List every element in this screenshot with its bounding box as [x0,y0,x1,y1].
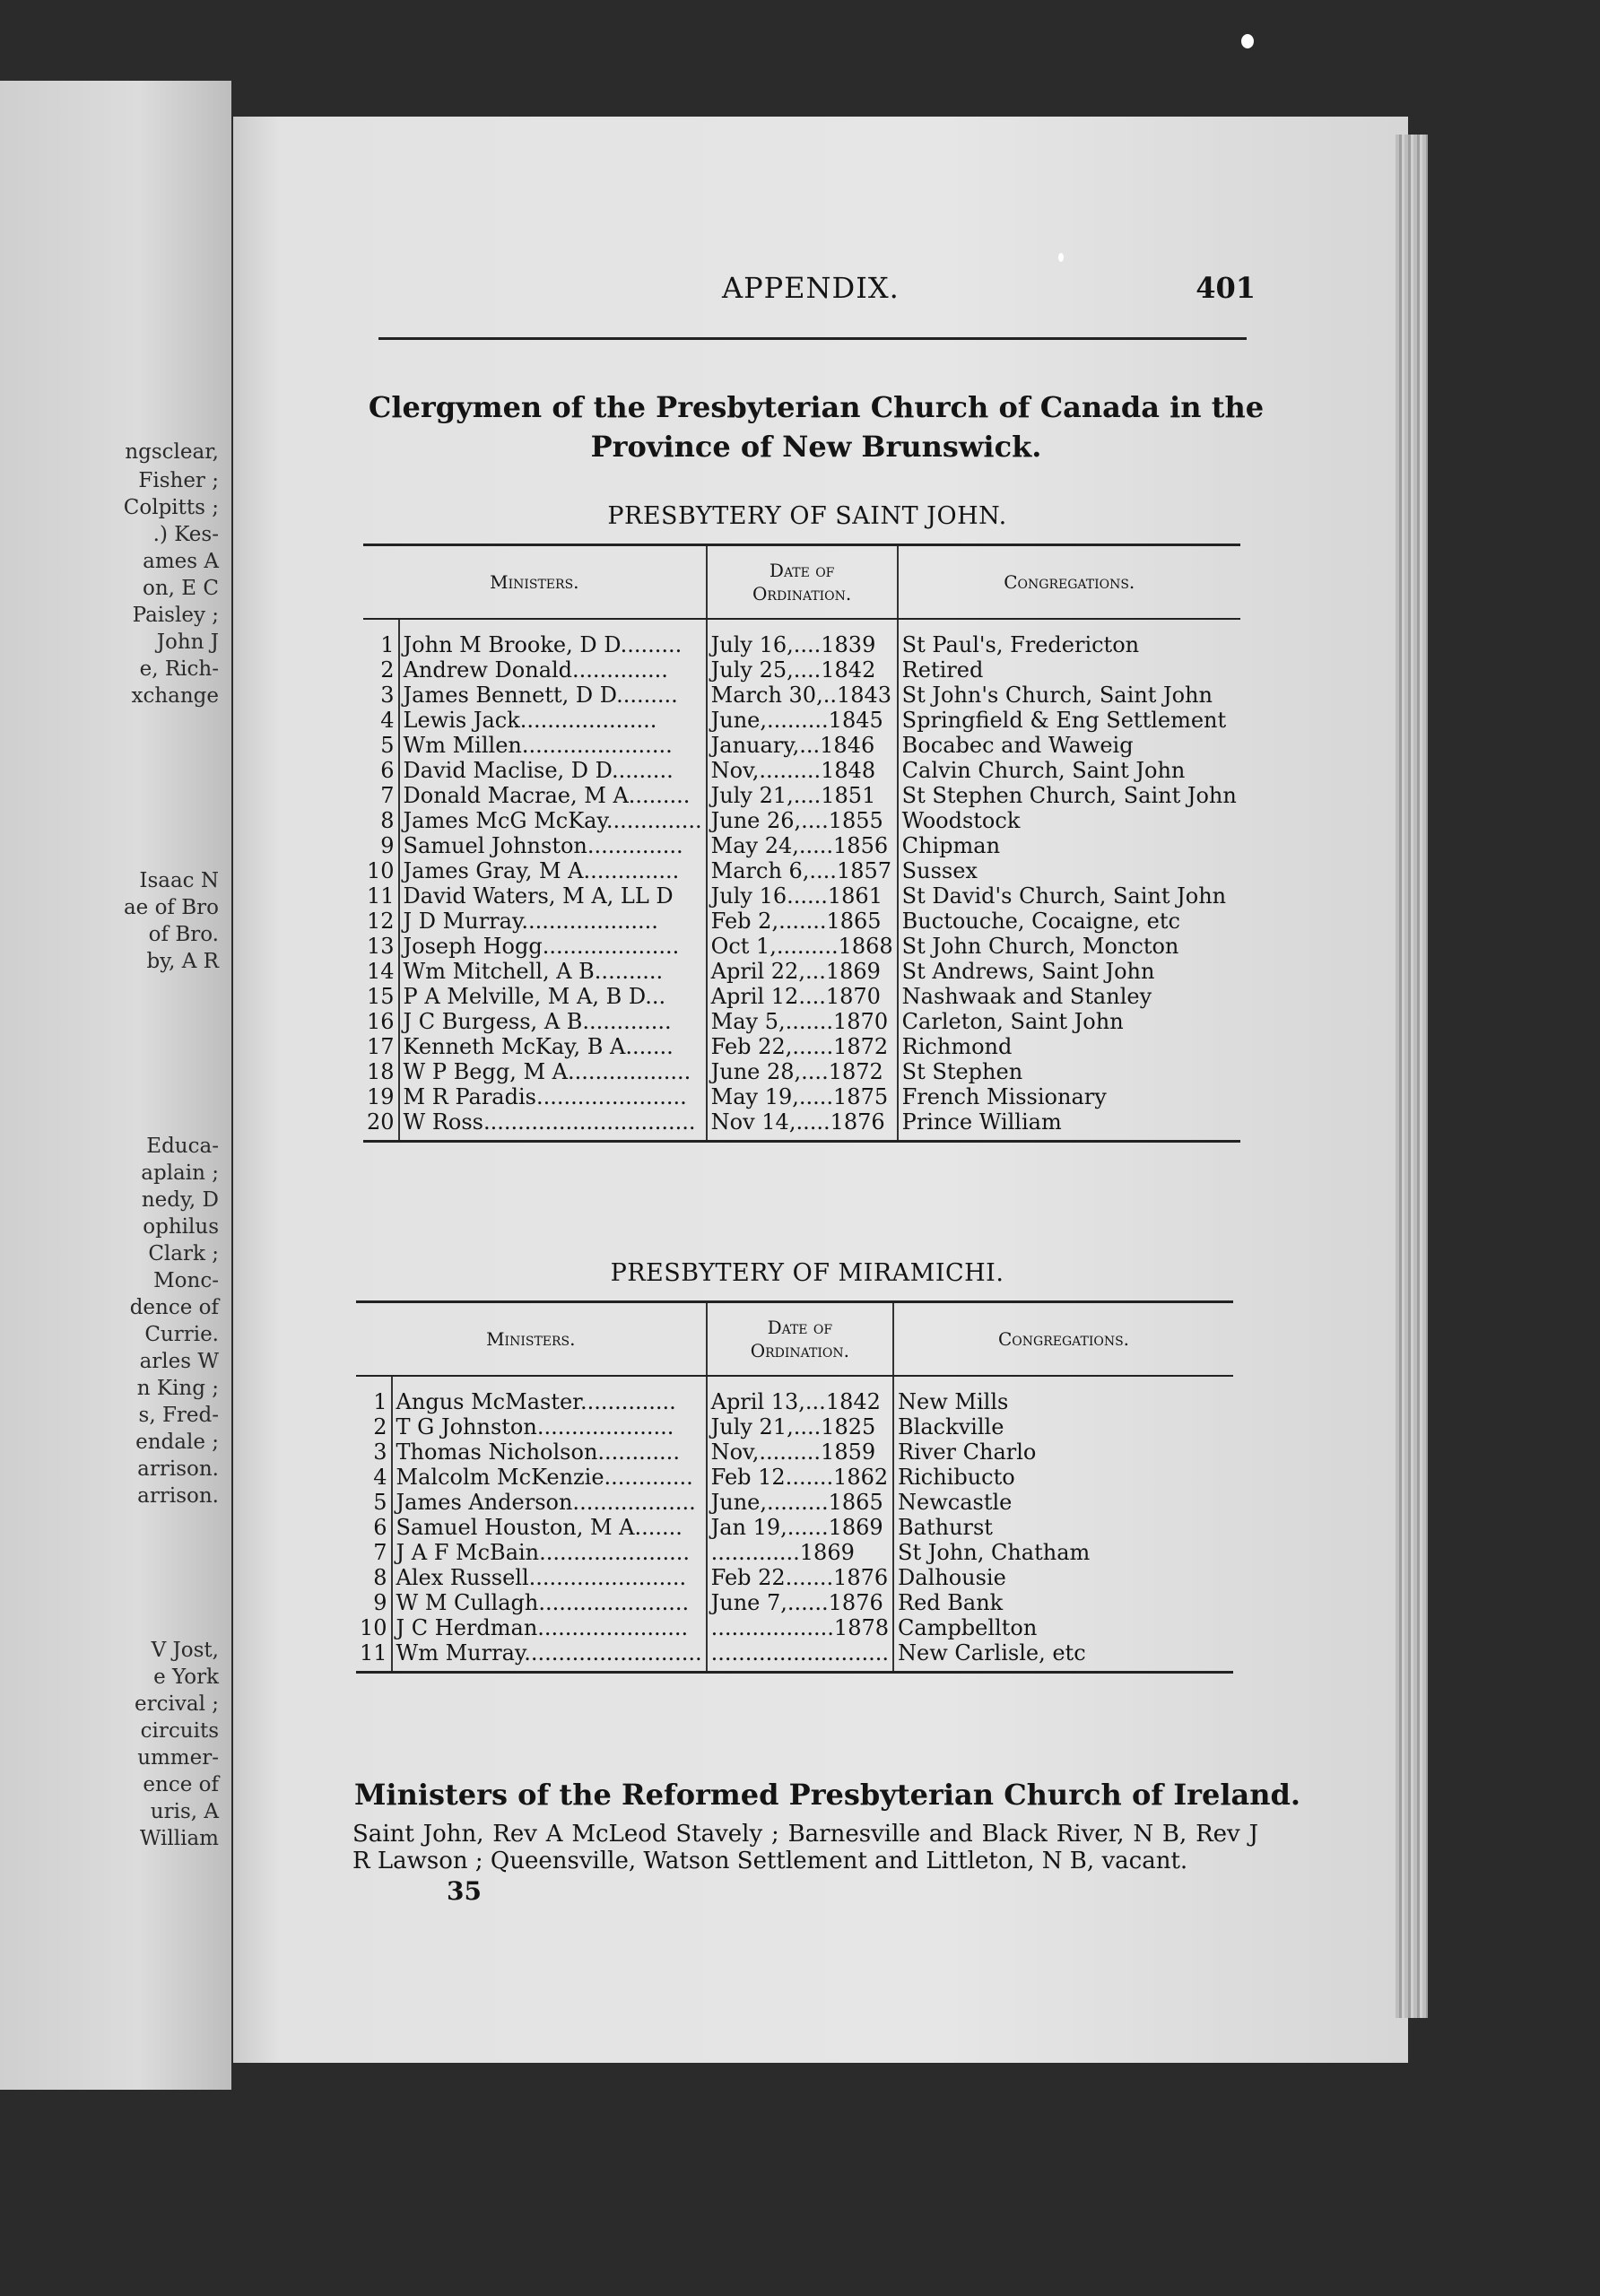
minister-name: Angus McMaster.............. [392,1376,707,1414]
col-ministers: Ministers. [356,1302,707,1377]
minister-name: Kenneth McKay, B A....... [399,1034,707,1059]
congregation-name: Carleton, Saint John [898,1009,1240,1034]
ordination-date: June 26,....1855 [707,808,898,833]
congregation-name: Buctouche, Cocaigne, etc [898,909,1240,934]
section-title-line: Clergymen of the Presbyterian Church of Canada in the [368,390,1265,424]
presbytery-title-miramichi: PRESBYTERY OF MIRAMICHI. [610,1259,1004,1287]
row-number: 11 [367,883,395,909]
minister-name: W P Begg, M A.................. [399,1059,707,1084]
ordination-date: March 6,....1857 [707,858,898,883]
minister-name: Malcolm McKenzie............. [392,1465,707,1490]
row-number: 2 [373,1414,387,1439]
row-number: 9 [380,833,395,858]
ordination-date: March 30,..1843 [707,683,898,708]
congregation-name: Woodstock [898,808,1240,833]
row-number: 3 [373,1439,387,1465]
table-row [363,1034,1240,1059]
left-page-fragment: ae of Bro [123,896,219,919]
table-row [356,1490,1233,1515]
ordination-date: Feb 2,.......1865 [707,909,898,934]
row-number: 3 [380,683,395,708]
ordination-date: April 12....1870 [707,984,898,1009]
row-number: 12 [367,909,395,934]
congregation-name: St John, Chatham [893,1540,1233,1565]
left-page-fragment: e, Rich- [139,657,219,681]
row-number: 10 [367,858,395,883]
ordination-date: April 22,...1869 [707,959,898,984]
minister-name: J D Murray.................... [399,909,707,934]
congregation-name: St Paul's, Fredericton [898,619,1240,657]
left-page-fragment: Currie. [144,1323,219,1346]
minister-name: J C Burgess, A B............. [399,1009,707,1034]
page-number: 401 [1196,271,1256,305]
left-page-fragment: arrison. [137,1484,219,1508]
left-page-fragment: arles W [139,1350,219,1373]
congregation-name: Blackville [893,1414,1233,1439]
left-page-fragment: William [139,1827,219,1850]
row-number: 1 [373,1389,387,1414]
congregation-name: Bocabec and Waweig [898,733,1240,758]
congregation-name: French Missionary [898,1084,1240,1109]
table-row [363,708,1240,733]
running-head: APPENDIX. [722,271,900,305]
congregation-name: St Stephen Church, Saint John [898,783,1240,808]
saint-john-table [363,544,1240,1143]
minister-name: Samuel Johnston.............. [399,833,707,858]
table-row [356,1615,1233,1640]
ordination-date: Jan 19,......1869 [707,1515,893,1540]
left-page-fragment: ophilus [143,1215,219,1239]
left-page-fragment: by, A R [146,950,219,973]
congregation-name: Red Bank [893,1590,1233,1615]
left-page-fragment: dence of [129,1296,219,1319]
minister-name: James McG McKay.............. [399,808,707,833]
minister-name: James Gray, M A.............. [399,858,707,883]
left-page-fragment: John J [156,631,219,654]
left-page-fragment: ercival ; [135,1692,219,1716]
table-row [363,833,1240,858]
left-page-fragment: ummer- [137,1746,219,1770]
table-row [363,683,1240,708]
left-page-fragment: Fisher ; [138,469,219,492]
table-row [363,858,1240,883]
ordination-date: .......................... [707,1640,893,1673]
ordination-date: June,.........1845 [707,708,898,733]
row-number: 8 [373,1565,387,1590]
signature-mark: 35 [447,1876,482,1906]
minister-name: James Bennett, D D......... [399,683,707,708]
minister-name: Lewis Jack.................... [399,708,707,733]
ordination-date: May 19,.....1875 [707,1084,898,1109]
table-row [363,909,1240,934]
ordination-date: July 16......1861 [707,883,898,909]
row-number: 13 [367,934,395,959]
minister-name: David Waters, M A, LL D [399,883,707,909]
col-congregations: Congregations. [893,1302,1233,1377]
minister-name: Samuel Houston, M A....... [392,1515,707,1540]
minister-name: P A Melville, M A, B D... [399,984,707,1009]
congregation-name: Campbellton [893,1615,1233,1640]
left-page-fragment: aplain ; [141,1161,219,1185]
left-page-fragment: of Bro. [148,923,219,946]
congregation-name: New Carlisle, etc [893,1640,1233,1673]
minister-name: Thomas Nicholson............ [392,1439,707,1465]
ordination-date: June 7,......1876 [707,1590,893,1615]
ordination-date: May 24,.....1856 [707,833,898,858]
congregation-name: Prince William [898,1109,1240,1142]
table-row [356,1376,1233,1414]
page-header [377,253,1256,307]
row-number: 20 [363,1109,399,1142]
table-row [363,783,1240,808]
congregation-name: Chipman [898,833,1240,858]
ordination-date: July 21,....1851 [707,783,898,808]
ordination-date: Feb 22,......1872 [707,1034,898,1059]
left-page-fragment: .) Kes- [152,523,219,546]
ordination-date: Feb 22.......1876 [707,1565,893,1590]
minister-name: Wm Murray.......................... [392,1640,707,1673]
congregation-name: Newcastle [893,1490,1233,1515]
left-page-fragment: circuits [140,1719,219,1743]
col-date: Date of Ordination. [707,545,898,620]
row-number: 18 [367,1059,395,1084]
ordination-date: June 28,....1872 [707,1059,898,1084]
row-number: 9 [373,1590,387,1615]
page-edges [1396,135,1428,2018]
row-number: 1 [380,632,395,657]
table-row [363,657,1240,683]
minister-name: James Anderson.................. [392,1490,707,1515]
minister-name: M R Paradis...................... [399,1084,707,1109]
ordination-date: April 13,...1842 [707,1376,893,1414]
left-page-fragment: Paisley ; [132,604,219,627]
minister-name: W Ross............................... [399,1109,707,1142]
left-page-fragment: endale ; [135,1431,219,1454]
left-page-fragment: nedy, D [141,1188,219,1212]
minister-name: Joseph Hogg.................... [399,934,707,959]
ordination-date: July 21,....1825 [707,1414,893,1439]
table-row [363,934,1240,959]
left-page-fragment: Monc- [153,1269,219,1292]
congregation-name: Calvin Church, Saint John [898,758,1240,783]
minister-name: J C Herdman...................... [392,1615,707,1640]
minister-name: David Maclise, D D......... [399,758,707,783]
col-congregations: Congregations. [898,545,1240,620]
left-page-fragment: ence of [143,1773,219,1796]
section-title-line: Province of New Brunswick. [590,430,1042,464]
row-number: 7 [373,1540,387,1565]
row-number: 6 [380,758,395,783]
row-number: 10 [360,1615,387,1640]
congregation-name: Retired [898,657,1240,683]
row-number: 15 [367,984,395,1009]
table-row [363,984,1240,1009]
table-row [363,1109,1240,1142]
minister-name: Wm Mitchell, A B.......... [399,959,707,984]
congregation-name: St David's Church, Saint John [898,883,1240,909]
congregation-name: St Andrews, Saint John [898,959,1240,984]
table-row [363,808,1240,833]
left-page-fragment: xchange [131,684,219,708]
ordination-date: January,...1846 [707,733,898,758]
left-page-fragment: arrison. [137,1457,219,1481]
col-date: Date of Ordination. [707,1302,893,1377]
minister-name: Wm Millen...................... [399,733,707,758]
ordination-date: Oct 1,.........1868 [707,934,898,959]
col-ministers: Ministers. [363,545,707,620]
minister-name: W M Cullagh...................... [392,1590,707,1615]
congregation-name: St Stephen [898,1059,1240,1084]
left-page-fragment: ngsclear, [125,440,219,464]
table-row [363,959,1240,984]
row-number: 4 [380,708,395,733]
congregation-name: Springfield & Eng Settlement [898,708,1240,733]
table-row [356,1515,1233,1540]
dust-speck [1241,34,1254,48]
row-number: 8 [380,808,395,833]
left-page-fragment: V Jost, [151,1639,219,1662]
left-page-fragment: Isaac N [139,869,219,892]
table-row [363,1009,1240,1034]
ordination-date: July 25,....1842 [707,657,898,683]
row-number: 6 [373,1515,387,1540]
table-row [356,1439,1233,1465]
minister-name: T G Johnston.................... [392,1414,707,1439]
left-page-fragment: uris, A [150,1800,219,1823]
table-row [363,758,1240,783]
left-page-fragment: s, Fred- [138,1404,219,1427]
row-number: 14 [367,959,395,984]
table-row [356,1540,1233,1565]
table-row [356,1565,1233,1590]
row-number: 17 [367,1034,395,1059]
congregation-name: Richibucto [893,1465,1233,1490]
congregation-name: Dalhousie [893,1565,1233,1590]
congregation-name: Nashwaak and Stanley [898,984,1240,1009]
left-page-fragment: Educa- [146,1135,219,1158]
left-page-fragment: on, E C [143,577,219,600]
dust-speck [1058,253,1064,262]
ordination-date: ..................1878 [707,1615,893,1640]
left-page-fragment: n King ; [136,1377,219,1400]
table-row [363,1059,1240,1084]
table-row [363,733,1240,758]
table-row [356,1640,1233,1673]
presbytery-title-saint-john: PRESBYTERY OF SAINT JOHN. [607,502,1007,530]
row-number: 4 [373,1465,387,1490]
section-title [368,387,1265,466]
row-number: 5 [380,733,395,758]
row-number: 7 [380,783,395,808]
minister-name: Andrew Donald.............. [399,657,707,683]
congregation-name: Bathurst [893,1515,1233,1540]
minister-name: Alex Russell....................... [392,1565,707,1590]
table-row [356,1590,1233,1615]
table-row [363,619,1240,657]
header-rule [378,337,1247,340]
row-number: 5 [373,1490,387,1515]
ordination-date: .............1869 [707,1540,893,1565]
minister-name: John M Brooke, D D......... [399,619,707,657]
ordination-date: Nov,.........1859 [707,1439,893,1465]
congregation-name: St John's Church, Saint John [898,683,1240,708]
left-page-fragment: Clark ; [148,1242,219,1265]
row-number: 19 [367,1084,395,1109]
left-page-fragment: e York [153,1665,219,1689]
congregation-name: Sussex [898,858,1240,883]
congregation-name: St John Church, Moncton [898,934,1240,959]
ordination-date: July 16,....1839 [707,619,898,657]
minister-name: Donald Macrae, M A......... [399,783,707,808]
reformed-text: Saint John, Rev A McLeod Stavely ; Barnesville and Black River, N B, Rev J R Lawson ; Queensville, Watson Settlement and Littleton, N B, vacant. [352,1821,1258,1874]
ordination-date: Feb 12.......1862 [707,1465,893,1490]
left-page [0,81,231,2090]
ordination-date: Nov 14,.....1876 [707,1109,898,1142]
congregation-name: New Mills [893,1376,1233,1414]
table-row [363,883,1240,909]
left-page-fragment: ames A [143,550,219,573]
congregation-name: River Charlo [893,1439,1233,1465]
congregation-name: Richmond [898,1034,1240,1059]
row-number: 11 [356,1640,392,1673]
ordination-date: Nov,.........1848 [707,758,898,783]
table-row [356,1465,1233,1490]
ordination-date: June,.........1865 [707,1490,893,1515]
minister-name: J A F McBain...................... [392,1540,707,1565]
miramichi-table [356,1300,1233,1674]
row-number: 16 [367,1009,395,1034]
reformed-title: Ministers of the Reformed Presbyterian Church of Ireland. [354,1778,1301,1812]
ordination-date: May 5,.......1870 [707,1009,898,1034]
row-number: 2 [380,657,395,683]
left-page-fragment: Colpitts ; [123,496,219,519]
table-row [356,1414,1233,1439]
table-row [363,1084,1240,1109]
